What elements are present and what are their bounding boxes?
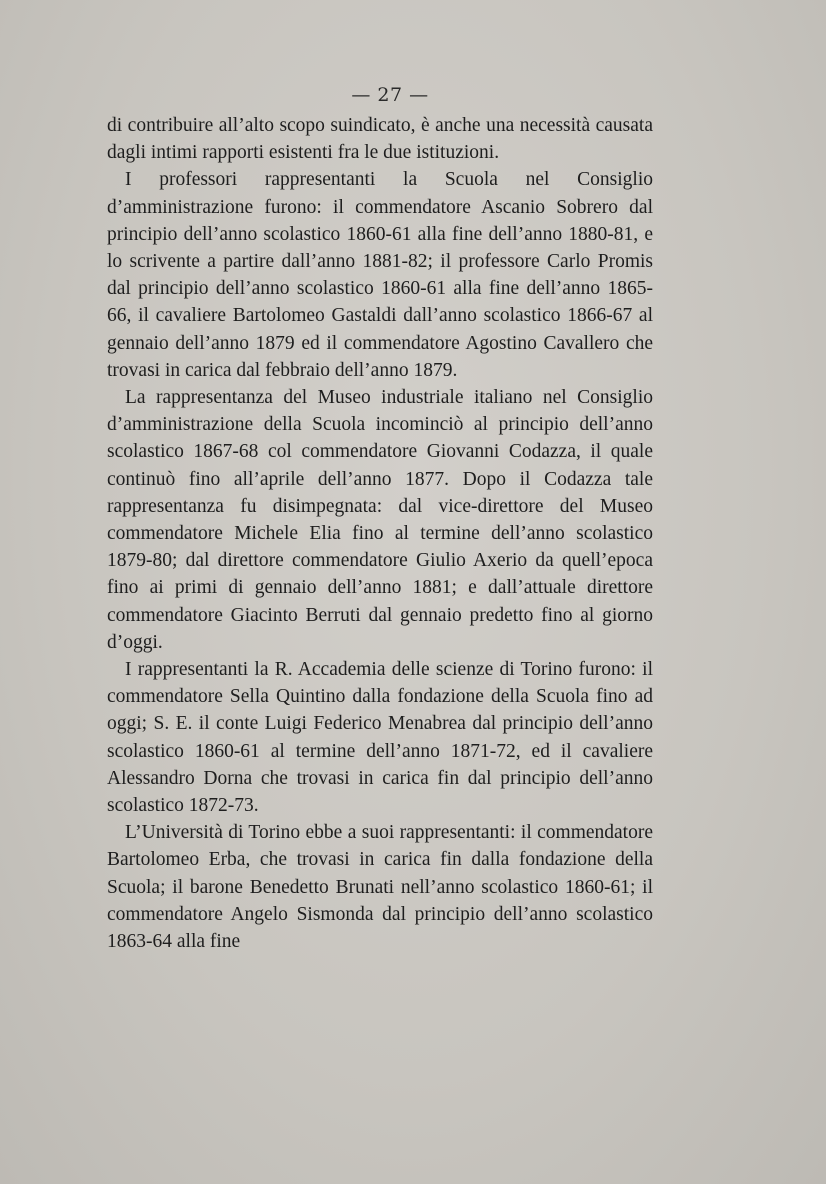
paragraph: di contribuire all’alto scopo suindicato, è anche una necessità causata dagli intimi rapporti esistenti fra le due istituzioni. — [107, 115, 653, 164]
body-text — [107, 112, 653, 955]
paragraph: I professori rappresentanti la Scuola nel Consiglio d’amministrazione furono: il commendatore Ascanio Sobrero dal principio dell’anno scolastico 1860-61 alla fine dell’anno 1880-81, e lo scrivente a partire dall’anno 1881-82; il professore Carlo Promis dal principio dell’anno scolastico 1860-61 alla fine dell’anno 1865-66, il cavaliere Bartolomeo Gastaldi dall’anno scolastico 1866-67 al gennaio dell’anno 1879 ed il commendatore Agostino Cavallero che trovasi in carica dal febbraio dell’anno 1879. — [107, 169, 653, 381]
paragraph: I rappresentanti la R. Accademia delle scienze di Torino furono: il commendatore Sella Quintino dalla fondazione della Scuola fino ad oggi; S. E. il conte Luigi Federico Menabrea dal principio dell’anno scolastico 1860-61 al termine dell’anno 1871-72, ed il cavaliere Alessandro Dorna che trovasi in carica fin dal principio dell’anno scolastico 1872-73. — [107, 659, 653, 817]
paragraph: La rappresentanza del Museo industriale italiano nel Consiglio d’amministrazione della Scuola incominciò al principio dell’anno scolastico 1867-68 col commendatore Giovanni Codazza, il quale continuò fino all’aprile dell’anno 1877. Dopo il Codazza tale rappresentanza fu disimpegnata: dal vice-direttore del Museo commendatore Michele Elia fino al termine dell’anno scolastico 1879-80; dal direttore commendatore Giulio Axerio da quell’epoca fino ai primi di gennaio dell’anno 1881; e dall’attuale direttore commendatore Giacinto Berruti dal gennaio predetto fino al giorno d’oggi. — [107, 387, 653, 653]
paragraph: L’Università di Torino ebbe a suoi rappresentanti: il commendatore Bartolomeo Erba, che trovasi in carica fin dalla fondazione della Scuola; il barone Benedetto Brunati nell’anno scolastico 1860-61; il commendatore Angelo Sismonda dal principio dell’anno scolastico 1863-64 alla fine — [107, 822, 653, 953]
page-number: — 27 — — [351, 84, 429, 106]
